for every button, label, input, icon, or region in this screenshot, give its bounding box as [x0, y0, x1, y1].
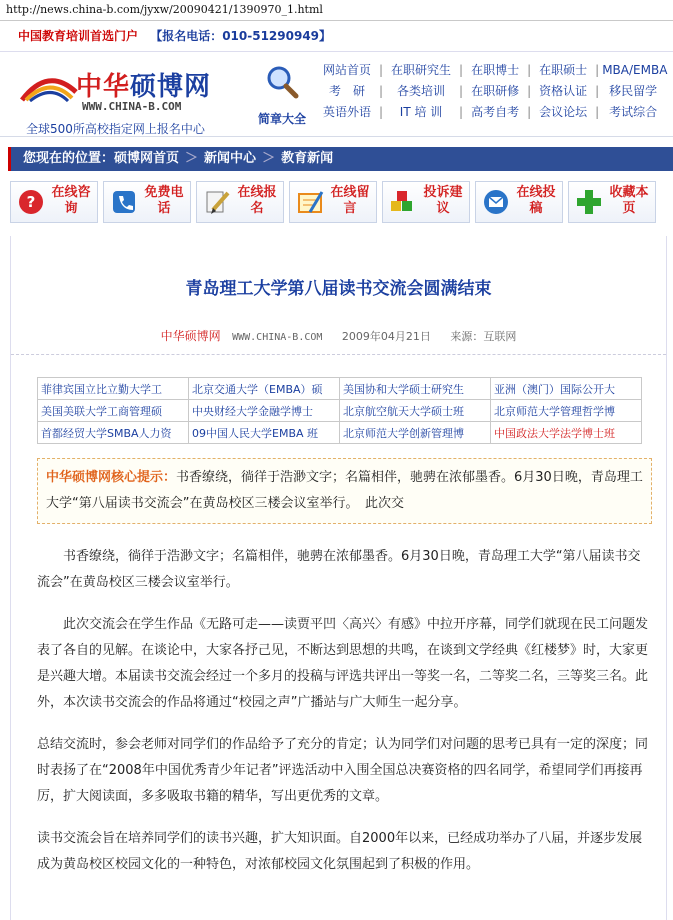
nav-link[interactable]: 考 研: [328, 84, 365, 98]
program-link[interactable]: 北京师范大学创新管理博: [340, 422, 491, 444]
program-link[interactable]: 09中国人民大学EMBA 班: [189, 422, 340, 444]
nav-link[interactable]: 在职研修: [471, 84, 520, 98]
nav-separator: |: [379, 63, 384, 77]
article-meta: [11, 327, 666, 355]
brochure-index-label: 简章大全: [257, 112, 306, 126]
nav-link[interactable]: 英语外语: [322, 105, 371, 119]
action-label: 免费电话: [144, 185, 184, 216]
nav-link[interactable]: 考试综合: [609, 105, 658, 119]
action-button[interactable]: [382, 181, 470, 223]
nav-separator: |: [459, 63, 464, 77]
logo-domain: WWW.CHINA-B.COM: [82, 100, 182, 113]
article-paragraph: 读书交流会旨在培养同学们的读书兴趣，扩大知识面。自2000年以来，已经成功举办了八届，并逐步发展成为黄岛校区校园文化的一种特色，对浓郁校园文化氛围起到了积极的作用。: [37, 831, 643, 872]
nav-link[interactable]: 网站首页: [322, 63, 371, 77]
breadcrumb-link[interactable]: 新闻中心: [204, 151, 257, 166]
action-label: 在线咨询: [51, 185, 91, 216]
nav-row: [318, 102, 673, 123]
table-row: [38, 422, 642, 444]
action-button[interactable]: [289, 181, 377, 223]
action-button[interactable]: [568, 181, 656, 223]
breadcrumb-prefix: 您现在的位置：: [23, 151, 115, 166]
program-link[interactable]: 北京师范大学管理哲学博: [491, 400, 642, 422]
blocks-icon: [389, 188, 417, 216]
logo-slogan: 全球500所高校指定网上报名中心: [26, 122, 205, 136]
action-button[interactable]: [475, 181, 563, 223]
nav-link[interactable]: 在职硕士: [539, 63, 588, 77]
article-paragraph: 此次交流会在学生作品《无路可走——读贾平凹〈高兴〉有感》中拉开序幕，同学们就现在民工问题发表了各自的见解。在谈论中，大家各抒己见，不断达到思想的共鸣，在谈到文学经典《红楼梦》时，大家更是兴趣大增。本届读书交流会经过一个多月的投稿与评选共评出一等奖一名，二等奖二名，三等奖三名。此外，本次读书交流会的作品将通过“校园之声”广播站与广大师生一起分享。: [37, 617, 649, 710]
table-row: [38, 378, 642, 400]
magnifier-icon: [264, 64, 300, 100]
nav-link[interactable]: MBA/EMBA: [602, 63, 668, 77]
nav-separator: |: [527, 105, 532, 119]
program-link[interactable]: 中央财经大学金融学博士: [189, 400, 340, 422]
nav-separator: |: [595, 63, 600, 77]
mail-icon: [482, 188, 510, 216]
site-header: [0, 52, 673, 137]
nav-link[interactable]: IT 培 训: [399, 105, 443, 119]
nav-link[interactable]: 移民留学: [609, 84, 658, 98]
action-label: 在线投稿: [516, 185, 556, 216]
program-link[interactable]: 亚洲（澳门）国际公开大: [491, 378, 642, 400]
source-domain: WWW.CHINA-B.COM: [232, 332, 323, 343]
program-links-table: [37, 377, 642, 444]
breadcrumb-separator: ＞: [185, 151, 199, 166]
action-button[interactable]: [103, 181, 191, 223]
action-bar: [10, 181, 673, 227]
help-icon: [17, 188, 45, 216]
article-body: [11, 544, 666, 878]
portal-slogan: 中国教育培训首选门户: [18, 29, 139, 43]
action-label: 收藏本页: [609, 185, 649, 216]
brochure-index-link[interactable]: [252, 64, 312, 127]
logo-arc-icon: [18, 72, 78, 102]
nav-separator: |: [527, 84, 532, 98]
nav-link[interactable]: 各类培训: [397, 84, 446, 98]
nav-link[interactable]: 高考自考: [471, 105, 520, 119]
core-tip: [37, 458, 652, 524]
article-paragraph: 书香缭绕，徜徉于浩渺文字；名篇相伴，驰骋在浓郁墨香。6月30日晚，青岛理工大学“第八届读书交流会”在黄岛校区三楼会议室举行。: [37, 549, 641, 590]
nav-row: [318, 81, 673, 102]
core-tip-text: 书香缭绕，徜徉于浩渺文字；名篇相伴，驰骋在浓郁墨香。6月30日晚，青岛理工大学“第八届读书交流会”在黄岛校区三楼会议室举行。 此次交: [46, 470, 643, 511]
program-link[interactable]: 中国政法大学法学博士班: [491, 422, 642, 444]
action-label: 在线留言: [330, 185, 370, 216]
nav-link[interactable]: 会议论坛: [539, 105, 588, 119]
source-site[interactable]: 中华硕博网: [160, 329, 221, 343]
article-date: 2009年04月21日: [341, 330, 431, 343]
address-bar[interactable]: http://news.china-b.com/jyxw/20090421/1390970_1.html: [0, 0, 673, 21]
action-label: 在线报名: [237, 185, 277, 216]
article-title: 青岛理工大学第八届读书交流会圆满结束: [185, 279, 492, 299]
nav-separator: |: [459, 105, 464, 119]
breadcrumb: [8, 147, 673, 171]
top-strip: [0, 21, 673, 52]
article-panel: [10, 236, 667, 920]
breadcrumb-link[interactable]: 硕博网首页: [114, 151, 180, 166]
nav-link[interactable]: 在职研究生: [391, 63, 452, 77]
nav-separator: |: [595, 84, 600, 98]
program-link[interactable]: 北京航空航天大学硕士班: [340, 400, 491, 422]
action-button[interactable]: [10, 181, 98, 223]
breadcrumb-link[interactable]: 教育新闻: [281, 151, 334, 166]
action-label: 投诉建议: [423, 185, 463, 216]
nav-link[interactable]: 在职博士: [471, 63, 520, 77]
program-link[interactable]: 首都经贸大学SMBA人力资: [38, 422, 189, 444]
program-link[interactable]: 美国美联大学工商管理硕: [38, 400, 189, 422]
svg-text:?: ?: [26, 193, 36, 211]
plus-icon: [575, 188, 603, 216]
pen-icon: [203, 188, 231, 216]
nav-row: [318, 60, 673, 81]
article-origin: 来源：互联网: [450, 330, 517, 343]
site-logo[interactable]: [16, 60, 248, 136]
action-button[interactable]: [196, 181, 284, 223]
nav-separator: |: [379, 84, 384, 98]
program-link[interactable]: 北京交通大学（EMBA）硕: [189, 378, 340, 400]
signup-phone: 【报名电话：010-51290949】: [150, 29, 332, 43]
program-link[interactable]: 美国协和大学硕士研究生: [340, 378, 491, 400]
main-nav: [318, 60, 673, 123]
breadcrumb-separator: ＞: [262, 151, 276, 166]
article-paragraph: 总结交流时，参会老师对同学们的作品给予了充分的肯定；认为同学们对问题的思考已具有一定的深度；同时表扬了在“2008年中国优秀青少年记者”评选活动中入围全国总决赛资格的四名同学，希望同学们再接再厉，扩大阅读面，多多吸取书籍的精华，写出更优秀的文章。: [37, 737, 649, 804]
logo-title: 中华硕博网: [76, 72, 212, 102]
nav-separator: |: [595, 105, 600, 119]
program-link[interactable]: 菲律宾国立比立勤大学工: [38, 378, 189, 400]
nav-link[interactable]: 资格认证: [539, 84, 588, 98]
table-row: [38, 400, 642, 422]
note-icon: [296, 188, 324, 216]
core-tip-label: 中华硕博网核心提示：: [46, 470, 177, 485]
nav-separator: |: [527, 63, 532, 77]
nav-separator: |: [459, 84, 464, 98]
nav-separator: |: [379, 105, 384, 119]
phone-icon: [110, 188, 138, 216]
